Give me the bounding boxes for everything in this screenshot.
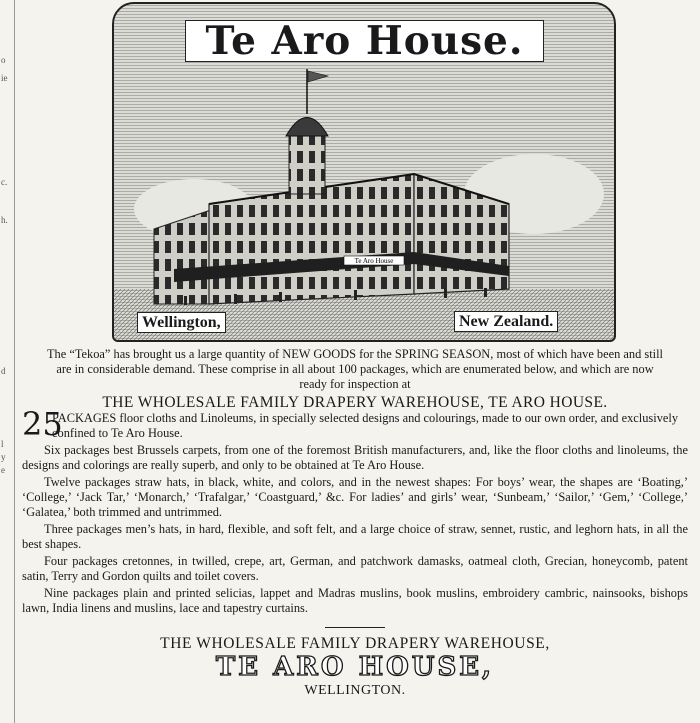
paragraph-straw-hats: Twelve packages straw hats, in black, white, and colors, and in the newest shapes: For boys’ wear, the shapes are ‘Boating,’ ‘College,’ ‘Jack Tar,’ ‘Monarch,’ ‘Trafalgar,’ ‘Coastguard,’ &c. For ladies’ and girls’ wear, ‘Sunbeam,’ ‘Sailor,’ ‘Gem,’ ‘College,’ ‘Galatea,’ both trimmed and untrimmed. xyxy=(22,475,688,519)
caption-location-country: New Zealand. xyxy=(454,311,558,332)
left-column-edge xyxy=(0,0,15,723)
caption-location-city: Wellington, xyxy=(137,312,226,333)
left-margin-fragment: l xyxy=(1,439,4,449)
large-numeral: 25 xyxy=(22,405,63,443)
paragraph-muslins: Nine packages plain and printed selicias, lappet and Madras muslins, book muslins, embroidery cambric, nainsooks, bishops lawn, India linens and muslins, lace and tapestry curtains. xyxy=(22,586,688,615)
left-margin-fragment: o xyxy=(1,55,6,65)
advert-footer xyxy=(22,636,688,698)
left-margin-fragment: y xyxy=(1,452,6,462)
paragraph-floor-cloths xyxy=(22,405,688,443)
divider-rule xyxy=(325,627,385,628)
advert-title: Te Aro House. xyxy=(185,20,544,62)
footer-te-aro-house: TE ARO HOUSE, xyxy=(215,652,495,682)
building-sign: Te Aro House xyxy=(354,257,394,265)
left-margin-fragment: h. xyxy=(1,215,8,225)
paragraph-mens-hats: Three packages men’s hats, in hard, flexible, and soft felt, and a large choice of straw, sennet, rustic, and leghorn hats, in all the best shapes. xyxy=(22,522,688,551)
te-aro-house-advertisement xyxy=(22,0,688,723)
left-margin-fragment: d xyxy=(1,366,6,376)
footer-wellington: WELLINGTON. xyxy=(304,683,406,698)
left-margin-fragment: e xyxy=(1,465,5,475)
paragraph-carpets: Six packages best Brussels carpets, from one of the foremost British manufacturers, and, like the floor cloths and linoleums, the designs and colorings are really superb, and only to be obtained at Te Aro House. xyxy=(22,443,688,472)
paragraph-cretonnes: Four packages cretonnes, in twilled, crepe, art, German, and patchwork damasks, oatmeal cloth, Grecian, honeycomb, patent satin, Terry and Gordon quilts and toilet covers. xyxy=(22,554,688,583)
paragraph-text: PACKAGES floor cloths and Linoleums, in specially selected designs and colourings, made to our own order, and exclusively confined to Te Aro House. xyxy=(52,411,679,440)
footer-warehouse: THE WHOLESALE FAMILY DRAPERY WAREHOUSE, xyxy=(160,635,550,652)
warehouse-heading: THE WHOLESALE FAMILY DRAPERY WAREHOUSE, TE ARO HOUSE. xyxy=(102,394,608,411)
left-margin-fragment: c. xyxy=(1,177,8,187)
advert-body xyxy=(22,347,688,698)
intro-paragraph: The “Tekoa” has brought us a large quantity of NEW GOODS for the SPRING SEASON, most of which have been and still are in considerable demand. These comprise in all about 100 packages, which are enumerated below, and which are now ready for inspection at xyxy=(46,347,664,391)
left-margin-fragment: ie xyxy=(1,73,8,83)
